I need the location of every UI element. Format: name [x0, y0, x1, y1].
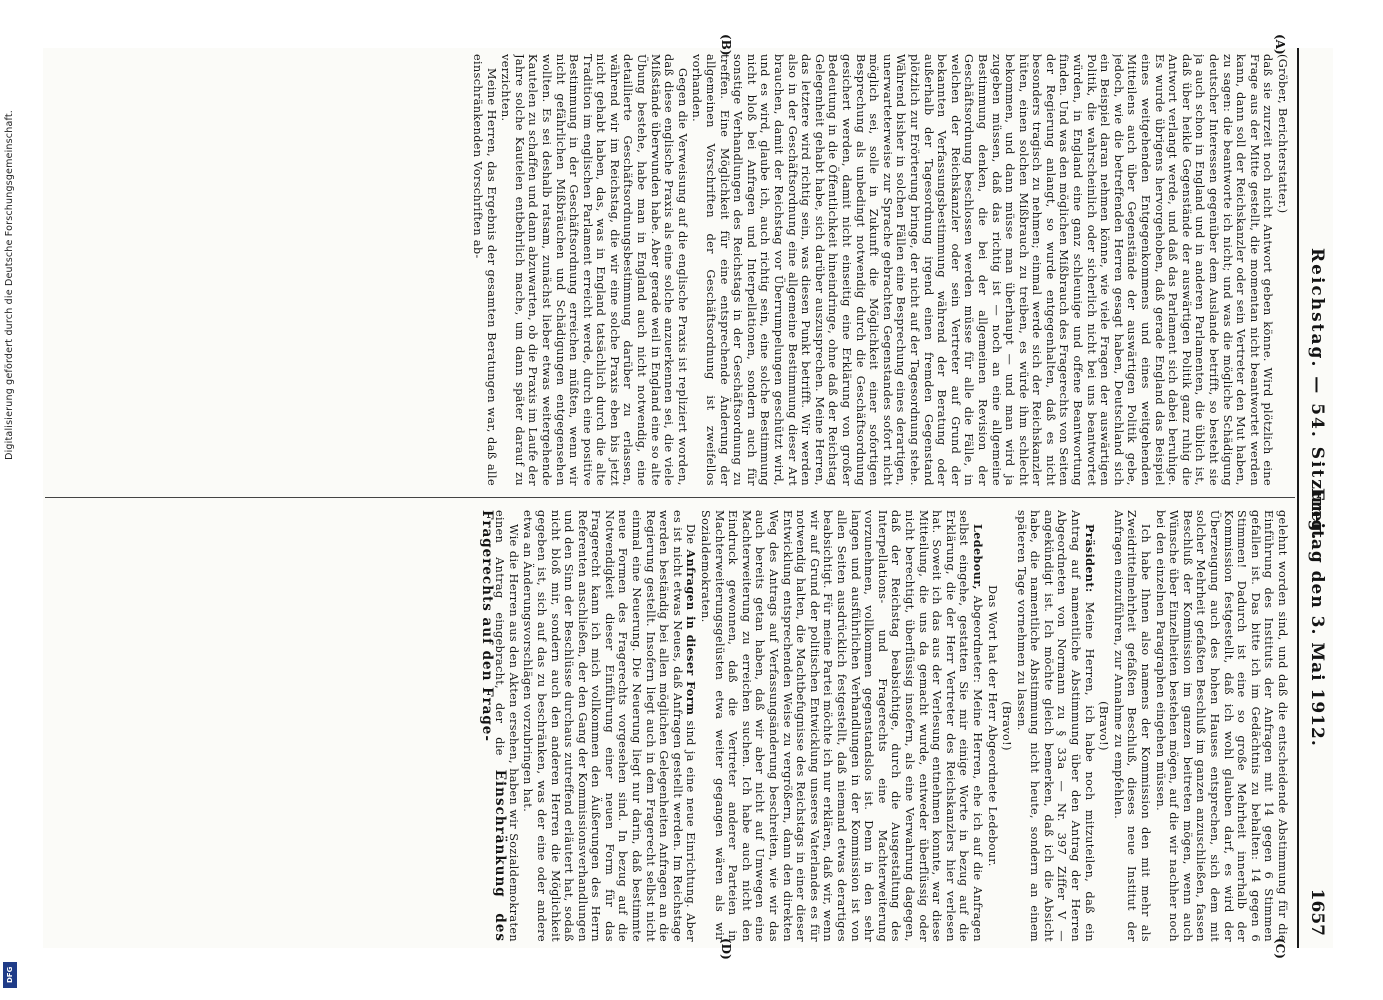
speech-text: Meine Herren, ich habe noch mitzuteilen, daß ein Antrag auf namentliche Abstimmung über den Antrag der Herren Abgeordneten von Normann zu § 33a — Nr. 397 Ziffer V — angekündigt ist. Ich möchte gleich bemerken, daß ich die Absicht habe, die namentliche Abstimmung nicht heute, sondern an einem späteren Tage vornehmen zu lassen.	[1014, 510, 1096, 942]
speaker-line: (Gröber, Berichterstatter.)	[1276, 54, 1289, 214]
floor-announcement: Das Wort hat der Herr Abgeordnete Ledebour.	[985, 585, 999, 867]
dfg-logo: DFG	[3, 962, 17, 988]
paragraph	[521, 510, 698, 942]
newspaper-page	[43, 34, 1333, 960]
paragraph: Gegen die Verweisung auf die englische Praxis ist repliziert worden, daß diese englische Praxis als eine solche anzuerkennen sei, die viele Mißstände überwunden habe. Aber gerade weil in England eine so alte Übung bestehe, habe man in England auch nicht notwendig, eine detaillierte Geschäftsordnungsbestimmung darüber zu erlassen, während wir im Reichstag, die wir eine solche Praxis eben bis jetzt nicht gehabt haben, das, was in England tatsächlich durch die alte Tradition im englischen Parlament erreicht werde, durch eine positive Bestimmung in der Geschäftsordnung erreichen müßten, wenn wir nicht gefährlichen Mißbräuchen und Schädigungen entgegensehen wollten. Es sei deshalb ratsam, zunächst lieber etwas weitergehende Kautelen zu schaffen und dann abzuwarten, ob die Praxis im Laufe der Jahre solche Kautelen entbehrlich mache, um dann später darauf zu verzichten.	[499, 54, 689, 486]
speech-text: Wie die Herren aus den Akten ersehen, haben wir Sozialdemokraten einen Antrag eingebracht, der die	[493, 510, 520, 942]
column-divider	[45, 497, 1295, 498]
right-column	[49, 510, 1289, 942]
paragraph: gelehnt worden sind, und daß die entscheidende Abstimmung für die Einführung des Instituts der Anfragen mit 14 gegen 6 Stimmen gefallen ist. Das bitte ich im Gedächtnis zu behalten: 14 gegen 6 Stimmen! Dadurch ist eine so große Mehrheit innerhalb der Kommission festgestellt, daß ich wohl glauben darf, es wird der Überzeugung auch des hohen Hauses entsprechen, sich dem mit solcher Mehrheit gefaßten Beschluß im ganzen anzuschließen, fassen Beschluß der Kommission im ganzen beitreten mögen, wenn auch Wünsche über Einzelheiten bestehen mögen, auf die wir nachher noch bei den einzelnen Paragraphen eingehen müssen.	[1153, 510, 1289, 942]
speech-text: sind ja eine neue Einrichtung. Aber es ist nicht etwas Neues, daß Anfragen gestellt werden. Im Reichstage werden beständig bei allen möglichen Gelegenheiten Anfragen an die Regierung gestellt. Insofern liegt auch in dem Fragerecht selbst nicht einmal eine Neuerung. Die Neuerung liegt nur darin, daß bestimmte neue Formen des Fragerechts vorgesehen sind. In bezug auf die Notwendigkeit dieser Einführung einer neuen Form für das Fragerecht kann ich mich vollkommen den Äußerungen des Herrn Referenten anschließen, der den Gang der Kommissionsverhandlungen und den Sinn der Beschlüsse durchaus zutreffend erläutert hat, sodaß nicht bloß mir, sondern auch den anderen Herren die Möglichkeit gegeben ist, sich auf das zu beschränken, was der eine oder andere etwa an Änderungsvorschlägen vorzubringen hat.	[521, 510, 698, 942]
header-rule	[1297, 48, 1299, 948]
speech-text: Die	[684, 524, 698, 545]
speaker-label: Ledebour,	[970, 524, 985, 590]
paragraph: Meine Herren, das Ergebnis der gesamten Beratungen war, daß alle einschränkenden Vorschriften ab-	[470, 54, 498, 486]
page-number: 1657	[1307, 888, 1327, 936]
paragraph	[479, 510, 520, 942]
speaker-role: Abgeordneter:	[970, 595, 984, 684]
applause-note: (Bravo!)	[1097, 701, 1111, 751]
margin-marker-a: (A)	[1273, 34, 1287, 55]
ledebour-paragraph	[698, 510, 983, 942]
president-paragraph	[1014, 510, 1096, 942]
emphasized-text: Einschränkung des Fragerechts auf den Frage-	[478, 510, 509, 942]
page-header	[1295, 48, 1333, 948]
emphasized-text: Anfragen in dieser Form	[684, 549, 699, 716]
margin-marker-c: (C)	[1273, 938, 1287, 959]
applause-note: (Bravo!)	[1000, 701, 1014, 751]
paragraph: Ich habe Ihnen also namens der Kommission den mit mehr als Zweidrittelmehrheit gefaßten Beschluß, dieses neue Institut der Anfragen einzuführen, zur Annahme zu empfehlen.	[1111, 510, 1153, 942]
margin-marker-b: (B)	[719, 34, 733, 56]
margin-marker-d: (D)	[719, 938, 733, 960]
speaker-label: Präsident:	[1082, 524, 1097, 593]
page-header-title: Reichstag. — 54. Sitzung.	[1307, 248, 1327, 542]
digitization-credit: Digitalisierung gefördert durch die Deutsche Forschungsgemeinschaft.	[4, 110, 15, 460]
page-header-date: Freitag den 3. Mai 1912.	[1307, 488, 1327, 747]
left-column	[49, 54, 1289, 486]
paragraph: daß sie zurzeit noch nicht Antwort geben könne. Wird plötzlich eine Frage aus der Mitte gestellt, die momentan nicht beantwortet werden kann, dann soll der Reichskanzler oder sein Vertreter den Mut haben, zu sagen: die beantworte ich nicht; und was die mögliche Schädigung deutscher Interessen gegenüber dem Auslande betrifft, so besteht sie ja auch schon in England und in anderen Parlamenten, die üblich ist, daß über heikle Gegenstände der auswärtigen Politik ganz ruhig die Antwort verlangt werde, und daß das Parlament sich dabei beruhige. Es wurde übrigens hervorgehoben, daß gerade England das Beispiel eines weitgehenden Entgegenkommens und eines weitgehenden Mitteilens auch über Gegenstände der auswärtigen Politik gebe, jedoch, wie die betreffenden Herren gesagt haben, Deutschland sich ein Beispiel daran nehmen könne, wie viele Fragen der auswärtigen Politik, die wahrscheinlich oder sicherlich nicht bei uns beantwortet würden, in England eine ganz schleunige und offene Beantwortung finden. Und was den möglichen Mißbrauch des Fragerechts von Seiten der Regierung anlangt, so wurde entgegenhalten, daß es nicht besonders tragisch zu nehmen; einmal werde sich der Reichskanzler hüten, einen solchen Mißbrauch zu treiben, es würde ihm schlecht bekommen, und dann müsse man überhaupt — und man wird ja zugeben müssen, daß das richtig ist — noch an eine allgemeine Bestimmung denken, die bei der allgemeinen Revision der Geschäftsordnung beschlossen werden müsse für alle die Fälle, in welchen der Reichskanzler oder sein Vertreter auf Grund der bekannten Verfassungsbestimmung während der Beratung oder außerhalb der Tagesordnung irgend einen fremden Gegenstand plötzlich zur Erörterung bringe, der nicht auf der Tagesordnung stehe. Während bisher in solchen Fällen eine Besprechung eines derartigen, unerwarteterweise zur Sprache gebrachten Gegenstandes sofort nicht möglich sei, solle in Zukunft die Möglichkeit einer sofortigen Besprechung als unbedingt notwendig durch die Geschäftsordnung gesichert werden, damit nicht einseitig eine Erklärung von großer Bedeutung in die Öffentlichkeit hineindringe, ohne daß der Reichstag Gelegenheit gehabt habe, sich darüber auszusprechen. Meine Herren, das letztere wird richtig sein, was diesen Punkt betrifft. Wir werden also in der Geschäftsordnung eine allgemeine Bestimmung dieser Art brauchen, damit der Reichstag vor Überrumpelungen geschützt wird, und es wird, glaube ich, auch richtig sein, eine solche Bestimmung nicht bloß bei Anfragen und Interpellationen, sondern auch für sonstige Verhandlungen des Reichstags in der Geschäftsordnung zu treffen. Eine Möglichkeit für eine entsprechende Änderung der allgemeinen Vorschriften der Geschäftsordnung ist zweifellos vorhanden.	[690, 54, 1275, 486]
speech-text: Meine Herren, ehe ich auf die Anfragen selbst eingehe, gestatten Sie mir einige Worte in bezug auf die Erklärung, die der Herr Vertreter des Reichskanzlers hier verlesen hat. Soweit ich das aus der Verlesung entnehmen konnte, war diese Mitteilung, die uns da gemacht wurde, entweder überflüssig oder nicht berechtigt, überflüssig insofern, als eine Verwahrung dagegen, daß der Reichstag beabsichtige, durch die Ausgestaltung des Interpellations- und Fragerechts eine Machterweiterung vorzunehmen, vollkommen gegenstandslos ist. Denn in den sehr langen und ausführlichen Verhandlungen in der Kommission ist von allen Seiten ausdrücklich festgestellt, daß niemand etwas derartiges beabsichtigt. Für meine Partei möchte ich nur erklären, daß wir, wenn wir auf Grund der politischen Entwicklung unseres Vaterlandes es für notwendig halten, die Machtbefugnisse des Reichstags in einer dieser Entwicklung entsprechenden Weise zu vergrößern, dann den direkten Weg des Antrags auf Verfassungsänderung beschreiten, wie wir das auch bereits getan haben, daß wir aber nicht auf Umwegen eine Machterweiterung zu erreichen suchen. Ich habe auch nicht den Eindruck gewonnen, daß die Vertreter anderer Parteien in Machterweiterungsgelüsten etwa weiter gegangen wären als wir Sozialdemokraten.	[699, 510, 984, 942]
